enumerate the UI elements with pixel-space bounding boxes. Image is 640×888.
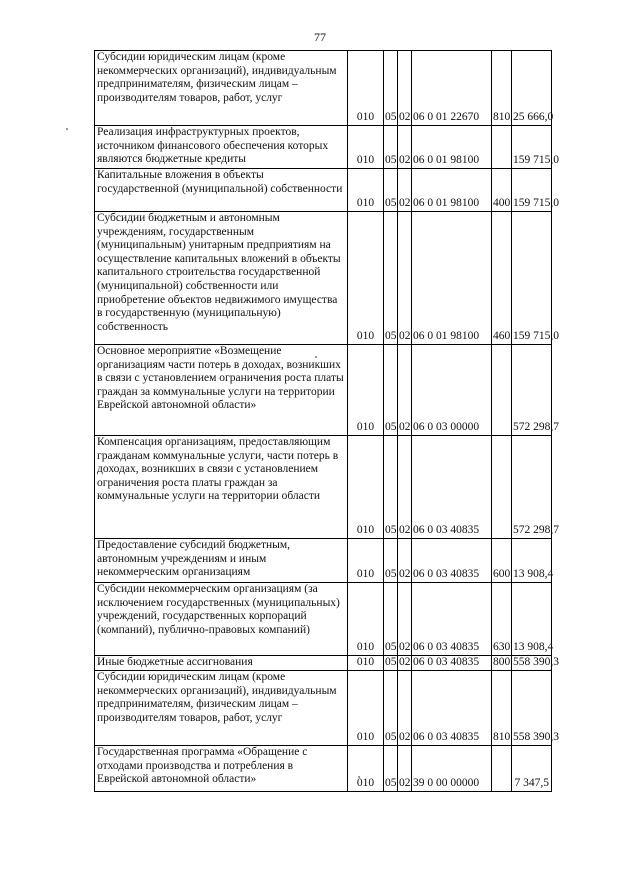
target-article-code: 06 0 03 40835 [412,671,492,746]
target-article-code: 39 0 00 00000 [412,746,492,792]
amount: 558 390,3 [512,656,552,671]
expense-type-code: 810 [492,671,512,746]
subsection-code: 02 [398,345,412,436]
target-article-code: 06 0 03 40835 [412,436,492,539]
amount: 159 715,0 [512,212,552,345]
row-name: Субсидии юридическим лицам (кроме некоммерческих организаций), индивидуальным предпринимателям, физическим лицам – производителям товаров, работ, услуг [95,671,348,746]
table-row [95,436,552,539]
target-article-code: 06 0 01 98100 [412,169,492,212]
section-code: 05 [384,212,398,345]
target-article-code: 06 0 01 22670 [412,51,492,126]
expense-type-code [492,126,512,169]
page-number: 77 [314,30,326,44]
amount: 572 298,7 [512,345,552,436]
section-code: 05 [384,436,398,539]
subsection-code: 02 [398,212,412,345]
table-row [95,671,552,746]
section-code: 05 [384,126,398,169]
expense-type-code [492,746,512,792]
ministry-code: 010 [348,212,384,345]
ministry-code: 010 [348,656,384,671]
table-row [95,169,552,212]
subsection-code: 02 [398,51,412,126]
row-name: Капитальные вложения в объекты государственной (муниципальной) собственности [95,169,348,212]
row-name: Субсидии юридическим лицам (кроме некоммерческих организаций), индивидуальным предпринимателям, физическим лицам – производителям товаров, работ, услуг [95,51,348,126]
ministry-code: 010 [348,539,384,583]
target-article-code: 06 0 03 40835 [412,583,492,656]
section-code: 05 [384,51,398,126]
subsection-code: 02 [398,126,412,169]
expense-type-code: 630 [492,583,512,656]
target-article-code: 06 0 03 40835 [412,539,492,583]
ministry-code: 010 [348,671,384,746]
ministry-code: 010 [348,169,384,212]
subsection-code: 02 [398,436,412,539]
section-code: 05 [384,671,398,746]
subsection-code: 02 [398,169,412,212]
row-name: Реализация инфраструктурных проектов, источником финансового обеспечения которых являются бюджетные кредиты [95,126,348,169]
table-row [95,656,552,671]
section-code: 05 [384,345,398,436]
target-article-code: 06 0 01 98100 [412,126,492,169]
table-row [95,345,552,436]
section-code: 05 [384,169,398,212]
table-row [95,212,552,345]
row-name: Государственная программа «Обращение с отходами производства и потребления в Еврейской автономной области» [95,746,348,792]
amount: 13 908,4 [512,539,552,583]
table-row [95,51,552,126]
table-row [95,539,552,583]
amount: 159 715,0 [512,169,552,212]
amount: 13 908,4 [512,583,552,656]
row-name: Субсидии некоммерческим организациям (за исключением государственных (муниципальных) учреждений, государственных корпораций (компаний), публично-правовых компаний) [95,583,348,656]
subsection-code: 02 [398,671,412,746]
ministry-code: 010 [348,345,384,436]
amount: 25 666,0 [512,51,552,126]
table-row [95,746,552,792]
section-code: 05 [384,539,398,583]
target-article-code: 06 0 03 00000 [412,345,492,436]
row-name: Предоставление субсидий бюджетным, автономным учреждениям и иным некоммерческим организациям [95,539,348,583]
section-code: 05 [384,746,398,792]
expense-type-code: 400 [492,169,512,212]
table-row [95,583,552,656]
amount: 572 298,7 [512,436,552,539]
expense-type-code: 600 [492,539,512,583]
expense-type-code [492,436,512,539]
expense-type-code [492,345,512,436]
scan-speck [66,128,68,130]
subsection-code: 02 [398,656,412,671]
row-name: Компенсация организациям, предоставляющим гражданам коммунальные услуги, части потерь в доходах, возникших в связи с установлением ограничения роста платы граждан за коммунальные услуги на территории области [95,436,348,539]
budget-table [94,50,559,792]
amount: 7 347,5 [512,746,552,792]
subsection-code: 02 [398,583,412,656]
ministry-code: 010 [348,436,384,539]
section-code: 05 [384,656,398,671]
ministry-code: 010 [348,583,384,656]
ministry-code: 010 [348,126,384,169]
row-name: Субсидии бюджетным и автономным учреждениям, государственным (муниципальным) унитарным предприятиям на осуществление капитальных вложений в объекты капитального строительства государственной (муниципальной) собственности или приобретение объектов недвижимого имущества в государственную (муниципальную) собственность [95,212,348,345]
table-row [95,126,552,169]
subsection-code: 02 [398,539,412,583]
row-name: Основное мероприятие «Возмещение организациям части потерь в доходах, возникших в связи с установлением ограничения роста платы граждан за коммунальные услуги на территории Еврейской автономной области» [95,345,348,436]
amount: 558 390,3 [512,671,552,746]
amount: 159 715,0 [512,126,552,169]
expense-type-code: 810 [492,51,512,126]
section-code: 05 [384,583,398,656]
target-article-code: 06 0 03 40835 [412,656,492,671]
subsection-code: 02 [398,746,412,792]
row-name: Иные бюджетные ассигнования [95,656,348,671]
expense-type-code: 800 [492,656,512,671]
expense-type-code: 460 [492,212,512,345]
target-article-code: 06 0 01 98100 [412,212,492,345]
ministry-code: 010 [348,51,384,126]
ministry-code: 010 [348,746,384,792]
